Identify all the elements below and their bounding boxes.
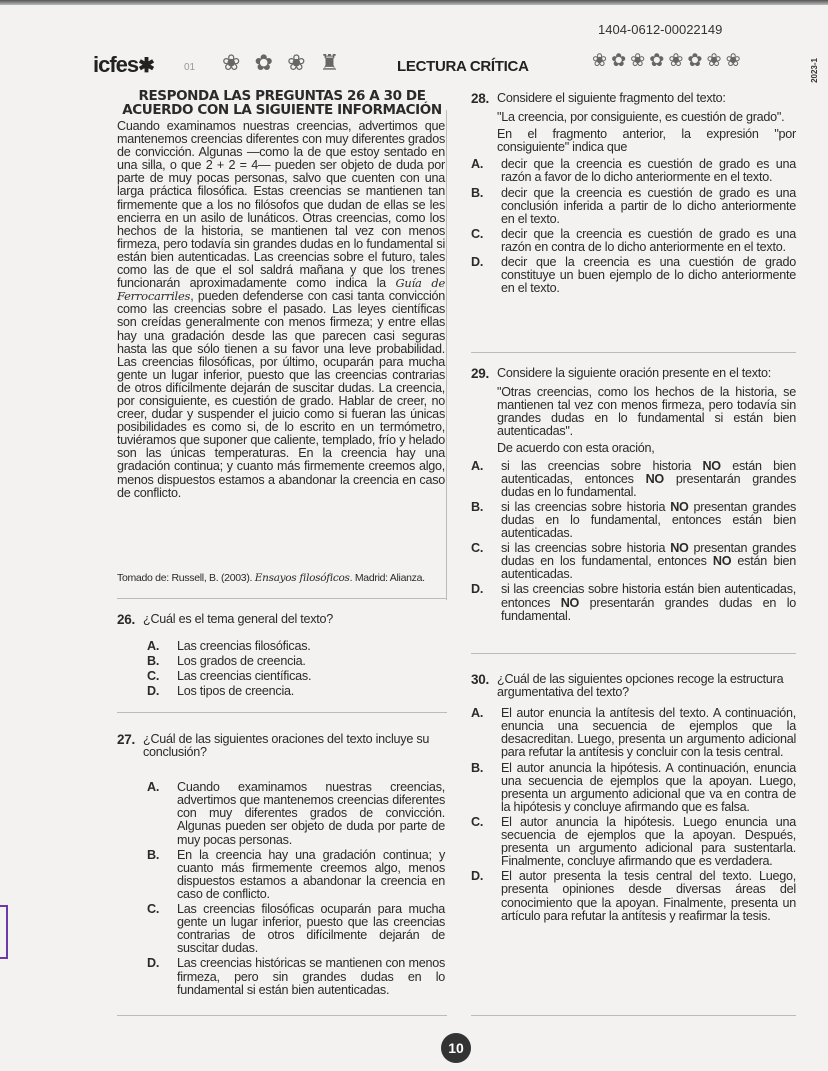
answer-option-d[interactable] — [471, 870, 796, 922]
question-text: ¿Cuál de las siguientes opciones recoge la estructura argumentativa del texto? — [497, 672, 784, 700]
option-text-part: si las creencias sobre historia — [501, 541, 671, 556]
answer-option-c[interactable] — [471, 816, 796, 868]
logo-mark-icon: ✱ — [138, 55, 154, 77]
option-text: Las creencias históricas se mantienen con menos firmeza, pero sin grandes dudas en lo fundamental si están bien autenticadas. — [177, 956, 445, 997]
emphasis-no: NO — [670, 499, 689, 514]
question-stem — [117, 733, 445, 759]
answer-option-d[interactable] — [471, 256, 796, 295]
answer-option-b[interactable] — [471, 762, 796, 814]
option-letter: A. — [471, 458, 484, 473]
divider — [471, 352, 796, 353]
page-number: 10 — [441, 1033, 471, 1063]
question-29 — [471, 367, 796, 623]
option-text-part: si las creencias sobre historia están bien autenticadas, entonces — [501, 582, 796, 610]
question-body — [471, 111, 796, 154]
answer-option-d[interactable] — [147, 957, 445, 996]
option-text: Los grados de creencia. — [177, 654, 306, 669]
option-text-part: si las creencias sobre historia — [501, 499, 671, 514]
question-prompt: En el fragmento anterior, la expresión "por consiguiente" indica que — [497, 127, 796, 155]
emphasis-no: NO — [702, 458, 721, 473]
answer-option-a[interactable] — [471, 707, 796, 759]
option-text — [501, 460, 796, 499]
decorative-illustration-right: ❀✿❀✿❀✿❀❀ — [592, 50, 745, 70]
divider — [471, 653, 796, 654]
question-28 — [471, 92, 796, 295]
scan-mark — [0, 905, 8, 959]
question-prompt: De acuerdo con esta oración, — [497, 441, 655, 456]
passage-italic: Guía de Ferrocarriles — [117, 276, 446, 304]
option-text: El autor enuncia la antítesis del texto. A continuación, enuncia una secuencia de ejemplos que la desacreditan. Luego, presenta un argumento adicional para refutar la antítesis y concluir con la tesis central. — [501, 706, 796, 760]
answer-option-b[interactable] — [471, 501, 796, 540]
question-number: 30. — [471, 672, 490, 687]
option-text: decir que la creencia es cuestión de grado es una conclusión inferida a partir de lo dicho anteriormente en el texto. — [501, 185, 796, 226]
option-text-part: presentarán grandes dudas en lo fundamental. — [501, 471, 796, 499]
answer-option-b[interactable] — [147, 849, 445, 901]
option-letter: A. — [471, 157, 484, 172]
answer-option-a[interactable] — [471, 158, 796, 184]
answer-options — [117, 781, 445, 997]
option-letter: D. — [471, 255, 484, 270]
answer-option-a[interactable] — [147, 781, 445, 846]
quoted-fragment: "La creencia, por consiguiente, es cuestión de grado". — [497, 110, 785, 125]
option-text-part: presentan grandes dudas en los fundamental, entonces — [501, 541, 796, 569]
option-text-part: presentan grandes dudas en lo fundamental, entonces están bien autenticadas. — [501, 499, 796, 541]
option-text: Cuando examinamos nuestras creencias, advertimos que mantenemos creencias diferentes con muy diferentes grados de convicción. Algunas pueden ser objeto de duda por parte de muy pocas personas. — [177, 780, 445, 847]
divider — [471, 1015, 796, 1016]
passage-text: , pueden defenderse con casi tanta convicción como las creencias sobre el pasado. Las leyes científicas son creídas generalmente con menos firmeza; y entre ellas hay una gradación desde las que parecen casi seguras hasta las que sólo tienen a su favor una leve probabilidad. Las creencias filosóficas, por último, ocuparán para mucha gente un lugar inferior, puesto que las creencias contrarias de otros difícilmente dejarán de suscitar dudas. La creencia, por consiguiente, es cuestión de grado. Hablar de creer, no creer, dudar y suspender el juicio como si fueran las únicas posibilidades es como si, de lo escrito en un termómetro, tuviéramos que suponer que caliente, templado, frío y helado son las únicas temperaturas. En la creencia hay una gradación continua; y cuanto más firmemente creemos algo, menos dispuestos estamos a abandonar la creencia en caso de conflicto. — [117, 289, 445, 500]
answer-option-d[interactable] — [147, 685, 445, 698]
answer-options — [471, 158, 796, 295]
answer-option-c[interactable] — [471, 228, 796, 254]
option-text: El autor presenta la tesis central del texto. Luego, presenta opiniones desde diversas áreas del conocimiento que la apoyan. Finalmente, presenta un artículo para refutar la antítesis y reafirmar la tesis. — [501, 869, 796, 923]
question-stem — [471, 367, 796, 380]
question-number: 28. — [471, 91, 490, 106]
question-text: ¿Cuál de las siguientes oraciones del texto incluye su conclusión? — [143, 732, 430, 760]
option-letter: D. — [147, 956, 160, 971]
logo-text: icfes — [93, 52, 139, 77]
emphasis-no: NO — [560, 595, 580, 610]
option-text: En la creencia hay una gradación continua; y cuanto más firmemente creemos algo, menos dispuestos estamos a abandonar la creencia en caso de conflicto. — [177, 847, 445, 901]
question-text: Considere la siguiente oración presente en el texto: — [497, 366, 772, 380]
divider — [117, 712, 447, 713]
option-letter: A. — [471, 706, 484, 721]
option-letter: B. — [471, 185, 484, 200]
option-letter: B. — [471, 760, 484, 775]
answer-options — [471, 707, 796, 923]
source-text: Tomado de: Russell, B. (2003). — [117, 572, 255, 584]
decorative-illustration-left: ❀ ✿ ❀ ♜ — [222, 50, 344, 75]
option-letter: C. — [471, 541, 484, 556]
question-number: 27. — [117, 732, 136, 747]
answer-option-c[interactable] — [147, 670, 445, 683]
question-body — [471, 386, 796, 455]
question-stem — [117, 613, 445, 626]
divider — [117, 598, 447, 599]
option-text-part: están bien autenticadas, entonces — [501, 458, 796, 486]
passage-text: Cuando examinamos nuestras creencias, advertimos que mantenemos creencias diferentes con muy diferentes grados de convicción. Algunas —como la de que estoy sentado en una silla, o que 2 + 2 = 4— pueden ser objeto de duda por parte de muy pocas personas, salvo que cuenten con una larga práctica filosófica. Estas creencias se mantienen tan firmemente que a los no filósofos que dudan de ellas se les encierra en un asilo de lunáticos. Otras creencias, como los hechos de la historia, se mantienen tal vez con menos firmeza, pero todavía sin grandes dudas en lo fundamental si están bien autenticadas. Las creencias sobre el futuro, tales como las de que el sol saldrá mañana y que los trenes funcionarán aproximadamente como indica la — [117, 119, 445, 291]
option-text-part: presentarán grandes dudas en lo fundamental. — [501, 595, 796, 623]
question-text: Considere el siguiente fragmento del texto: — [497, 91, 726, 105]
divider — [446, 110, 447, 600]
option-letter: C. — [147, 669, 160, 684]
option-text: Las creencias filosóficas ocuparán para mucha gente un lugar inferior, puesto que las creencias contrarias de otros difícilmente dejarán de suscitar dudas. — [177, 902, 445, 956]
question-30 — [471, 673, 796, 923]
option-text: El autor anuncia la hipótesis. A continuación, enuncia una secuencia de ejemplos que la apoyan. Luego, presenta un argumento adicional que va en contra de la hipótesis y concluye afirmando que es falsa. — [501, 760, 796, 814]
question-27 — [117, 733, 445, 997]
answer-options — [117, 640, 445, 698]
option-text-part: están bien autenticadas. — [501, 554, 796, 582]
answer-option-c[interactable] — [471, 542, 796, 581]
option-letter: D. — [147, 684, 160, 699]
option-text: decir que la creencia es cuestión de grado es una razón a favor de lo dicho anteriormente en el texto. — [501, 157, 796, 185]
source-text: . Madrid: Alianza. — [349, 572, 425, 584]
option-text: Los tipos de creencia. — [177, 684, 295, 699]
answer-options — [471, 460, 796, 623]
quoted-fragment: "Otras creencias, como los hechos de la historia, se mantienen tal vez con menos firmeza, pero todavía sin grandes dudas en lo fundamental si están bien autenticadas". — [497, 385, 796, 439]
option-letter: C. — [471, 814, 484, 829]
booklet-number: 01 — [184, 62, 196, 73]
emphasis-no: NO — [645, 471, 664, 486]
answer-option-a[interactable] — [147, 640, 445, 653]
option-letter: C. — [147, 902, 160, 917]
question-text: ¿Cuál es el tema general del texto? — [143, 612, 334, 626]
emphasis-no: NO — [712, 554, 732, 569]
option-letter: B. — [147, 654, 160, 669]
scan-edge — [0, 0, 828, 5]
question-number: 29. — [471, 366, 490, 381]
source-title: Ensayos filosóficos — [254, 572, 350, 584]
option-letter: A. — [147, 639, 160, 654]
question-26 — [117, 613, 445, 698]
option-text: Las creencias filosóficas. — [177, 639, 311, 654]
source-citation — [117, 572, 425, 584]
divider — [117, 1015, 447, 1016]
answer-option-d[interactable] — [471, 583, 796, 622]
option-letter: B. — [147, 847, 160, 862]
booklet-code: 1404-0612-00022149 — [598, 22, 723, 37]
option-text: decir que la creencia es cuestión de grado es una razón en contra de lo dicho anteriormente en el texto. — [501, 226, 796, 254]
answer-option-a[interactable] — [471, 460, 796, 499]
question-stem — [471, 673, 796, 699]
option-letter: A. — [147, 780, 160, 795]
period-label: 2023-1 — [810, 58, 819, 83]
instruction-heading: RESPONDA LAS PREGUNTAS 26 A 30 DE ACUERDO CON LA SIGUIENTE INFORMACIÓN — [122, 88, 442, 118]
question-number: 26. — [117, 612, 136, 627]
option-letter: D. — [471, 869, 484, 884]
emphasis-no: NO — [670, 541, 689, 556]
option-letter: C. — [471, 226, 484, 241]
option-letter: D. — [471, 582, 484, 597]
option-text — [501, 583, 796, 622]
answer-option-c[interactable] — [147, 903, 445, 955]
option-text: Las creencias científicas. — [177, 669, 312, 684]
option-text-part: si las creencias sobre historia — [501, 458, 703, 473]
section-title: LECTURA CRÍTICA — [397, 58, 529, 75]
question-stem — [471, 92, 796, 105]
option-text — [501, 501, 796, 540]
option-text: El autor anuncia la hipótesis. Luego enuncia una secuencia de ejemplos que la apoyan. Después, presenta un argumento adicional para sustentarla. Finalmente, concluye afirmando que es verdadera. — [501, 814, 796, 869]
icfes-logo — [93, 52, 154, 78]
answer-option-b[interactable] — [471, 187, 796, 226]
answer-option-b[interactable] — [147, 655, 445, 668]
option-letter: B. — [471, 499, 484, 514]
reading-passage — [117, 120, 445, 500]
option-text: decir que la creencia es una cuestión de grado constituye un buen ejemplo de lo dicho anteriormente en el texto. — [501, 255, 796, 296]
option-text — [501, 542, 796, 581]
